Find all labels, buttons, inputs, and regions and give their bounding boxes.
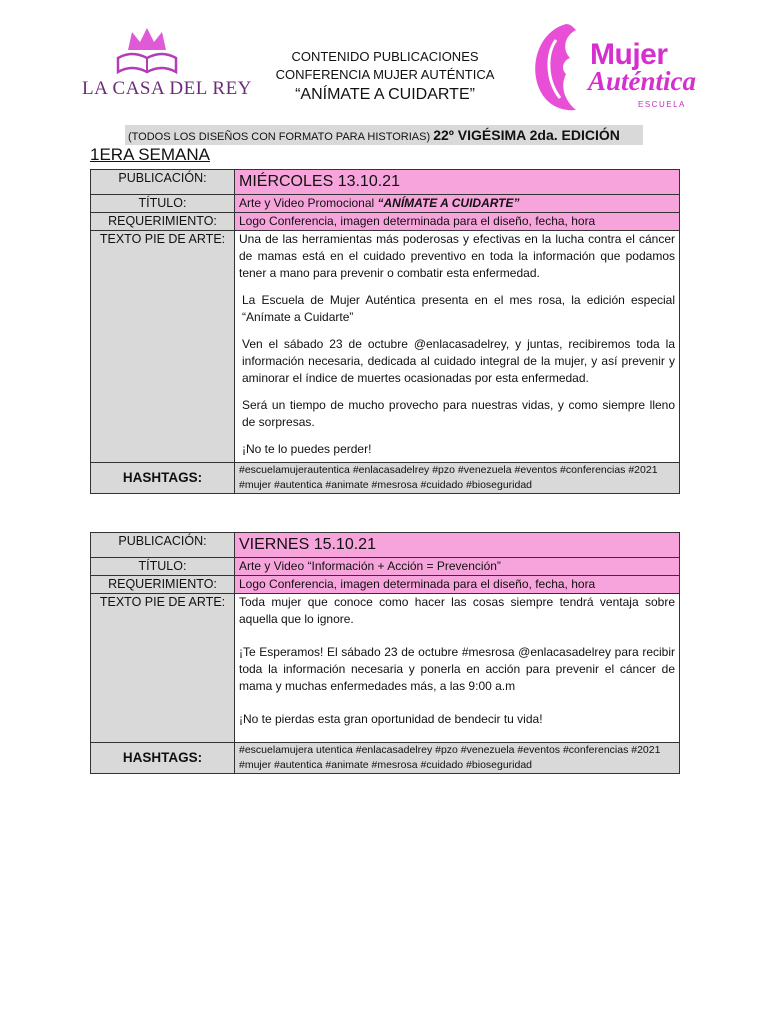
header-line-3: “ANÍMATE A CUIDARTE” bbox=[295, 86, 475, 103]
caption-paragraph: Será un tiempo de mucho provecho para nuestras vidas, y como siempre lleno de sorpresas. bbox=[242, 398, 675, 429]
requirement-value: Logo Conferencia, imagen determinada para el diseño, fecha, hora bbox=[235, 576, 680, 594]
crown-book-icon bbox=[114, 28, 180, 78]
caption-label: TEXTO PIE DE ARTE: bbox=[91, 231, 235, 463]
caption-paragraph: Una de las herramientas más poderosas y efectivas en la lucha contra el cáncer de mamas está en el cuidado preventivo en toda la información que podamos tener a mano para prevenir o combatir esta enfermedad. bbox=[239, 232, 675, 280]
post-title: Arte y Video “Información + Acción = Prevención” bbox=[235, 558, 680, 576]
requirement-label: REQUERIMIENTO: bbox=[91, 576, 235, 594]
hashtags-label: HASHTAGS: bbox=[91, 463, 235, 494]
edition-banner bbox=[125, 125, 643, 145]
caption-paragraph: ¡No te pierdas esta gran oportunidad de bendecir tu vida! bbox=[239, 712, 543, 726]
caption-text bbox=[235, 594, 680, 743]
hashtags-value: #escuelamujera utentica #enlacasadelrey #pzo #venezuela #eventos #conferencias #2021 #mujer #autentica #animate #mesrosa #cuidado #bioseguridad bbox=[235, 743, 680, 774]
right-brand-line-2: Auténtica bbox=[588, 66, 697, 96]
post-table-1 bbox=[90, 169, 680, 494]
left-brand-name: LA CASA DEL REY bbox=[82, 78, 252, 99]
hashtags-label: HASHTAGS: bbox=[91, 743, 235, 774]
header-line-2: CONFERENCIA MUJER AUTÉNTICA bbox=[275, 67, 495, 82]
caption-label: TEXTO PIE DE ARTE: bbox=[91, 594, 235, 743]
woman-profile-icon bbox=[526, 20, 596, 115]
hashtags-value: #escuelamujerautentica #enlacasadelrey #pzo #venezuela #eventos #conferencias #2021 #mujer #autentica #animate #mesrosa #cuidado #bioseguridad bbox=[235, 463, 680, 494]
publication-date: MIÉRCOLES 13.10.21 bbox=[235, 170, 680, 195]
caption-paragraph: Toda mujer que conoce como hacer las cosas siempre tendrá ventaja sobre aquella que lo ignore. bbox=[239, 595, 675, 626]
caption-paragraph: Ven el sábado 23 de octubre @enlacasadelrey, y juntas, recibiremos toda la información necesaria, dedicada al cuidado integral de la mujer, y así prevenir y aminorar el índice de muertes ocasionadas por esta enfermedad. bbox=[242, 337, 675, 385]
header-line-1: CONTENIDO PUBLICACIONES bbox=[291, 49, 479, 64]
la-casa-del-rey-logo bbox=[82, 28, 252, 110]
publication-label: PUBLICACIÓN: bbox=[91, 533, 235, 558]
post-title-plain: Arte y Video Promocional bbox=[239, 196, 378, 210]
caption-paragraph: ¡No te lo puedes perder! bbox=[242, 442, 372, 456]
post-title bbox=[235, 195, 680, 213]
format-note: (TODOS LOS DISEÑOS CON FORMATO PARA HISTORIAS) bbox=[128, 131, 431, 143]
caption-text bbox=[235, 231, 680, 463]
caption-paragraph: ¡Te Esperamos! El sábado 23 de octubre #mesrosa @enlacasadelrey para recibir toda la información necesaria y ponerla en acción para prevenir el cáncer de mama y muchas enfermedades más, a las 9:00 a.m bbox=[239, 645, 675, 693]
post-title-emphasis: “ANÍMATE A CUIDARTE” bbox=[377, 196, 520, 210]
document-header bbox=[250, 48, 520, 106]
week-title: 1ERA SEMANA bbox=[90, 145, 210, 164]
post-table-2 bbox=[90, 532, 680, 774]
mujer-autentica-logo bbox=[526, 20, 697, 115]
title-label: TÍTULO: bbox=[91, 558, 235, 576]
publication-date: VIERNES 15.10.21 bbox=[235, 533, 680, 558]
edition-title: 22º VIGÉSIMA 2da. EDICIÓN bbox=[433, 127, 620, 143]
right-brand-line-1: Mujer bbox=[590, 38, 668, 71]
publication-label: PUBLICACIÓN: bbox=[91, 170, 235, 195]
right-brand-line-3: ESCUELA bbox=[638, 100, 686, 109]
title-label: TÍTULO: bbox=[91, 195, 235, 213]
requirement-label: REQUERIMIENTO: bbox=[91, 213, 235, 231]
caption-paragraph: La Escuela de Mujer Auténtica presenta en el mes rosa, la edición especial “Anímate a Cuidarte” bbox=[242, 293, 675, 324]
requirement-value: Logo Conferencia, imagen determinada para el diseño, fecha, hora bbox=[235, 213, 680, 231]
